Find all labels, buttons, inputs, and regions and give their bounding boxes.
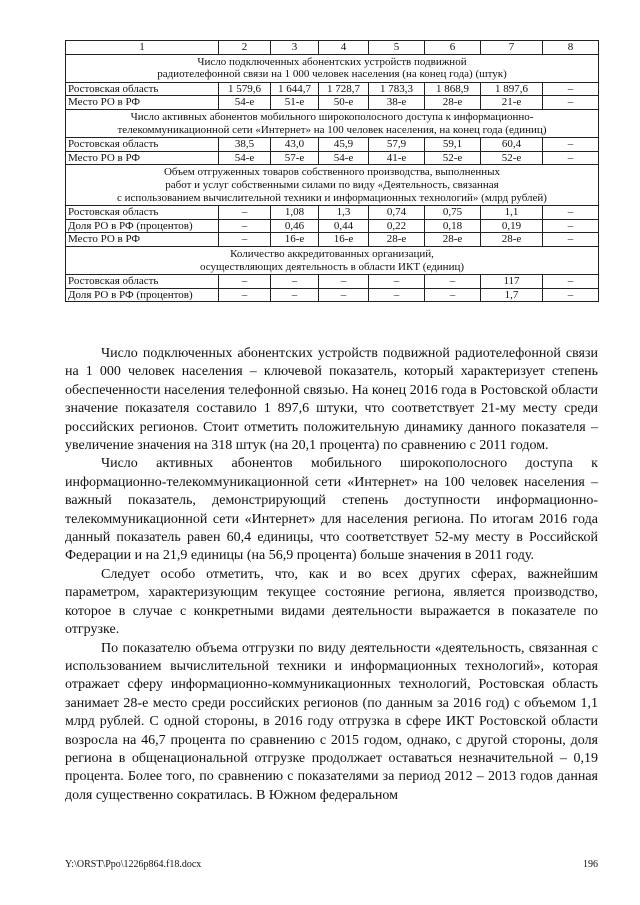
table-cell: 1,1 bbox=[481, 206, 543, 220]
table-cell: – bbox=[543, 219, 599, 233]
column-header: 1 bbox=[66, 41, 219, 55]
column-header: 4 bbox=[319, 41, 369, 55]
table-cell: 1 783,3 bbox=[369, 82, 425, 96]
table-cell: – bbox=[271, 288, 319, 302]
table-cell: – bbox=[543, 275, 599, 289]
body-text bbox=[65, 345, 598, 805]
table-cell: 1 728,7 bbox=[319, 82, 369, 96]
table-row bbox=[66, 82, 599, 96]
paragraph: Число подключенных абонентских устройств подвижной радиотелефонной связи на 1 000 человек населения – ключевой показатель, который характеризует степень обеспеченности населения телефонной связью. На конец 2016 года в Ростовской области значение показателя составило 1 897,6 штуки, что соответствует 21-му месту среди российских регионов. Стоит отметить положительную динамику данного показателя – увеличение значения на 318 штук (на 20,1 процента) по сравнению с 2011 годом. bbox=[65, 346, 598, 454]
section-title-line: с использованием вычислительной техники и информационных технологий» (млрд рублей) bbox=[117, 191, 547, 204]
table-cell: – bbox=[543, 96, 599, 110]
table-cell: 60,4 bbox=[481, 138, 543, 152]
table-cell: 0,46 bbox=[271, 219, 319, 233]
section-title-row bbox=[66, 246, 599, 274]
table-cell: 1,3 bbox=[319, 206, 369, 220]
table-cell: 16-е bbox=[319, 233, 369, 247]
section-title bbox=[66, 165, 599, 206]
table-cell: 28-е bbox=[481, 233, 543, 247]
table-cell: 57,9 bbox=[369, 138, 425, 152]
table-cell: 0,18 bbox=[425, 219, 481, 233]
table-cell: 59,1 bbox=[425, 138, 481, 152]
table-cell: 1 868,9 bbox=[425, 82, 481, 96]
table-cell: 0,19 bbox=[481, 219, 543, 233]
table-row bbox=[66, 206, 599, 220]
table-row bbox=[66, 138, 599, 152]
file-path: Y:\ORST\Ppo\1226p864.f18.docx bbox=[65, 859, 202, 870]
row-label: Ростовская область bbox=[66, 138, 219, 152]
section-title-line: Число активных абонентов мобильного широкополосного доступа к информационно- bbox=[130, 110, 534, 123]
table-cell: – bbox=[543, 138, 599, 152]
section-title bbox=[66, 109, 599, 137]
table-cell: 50-е bbox=[319, 96, 369, 110]
table-header-row bbox=[66, 41, 599, 55]
table-cell: 1,08 bbox=[271, 206, 319, 220]
table-cell: – bbox=[219, 288, 271, 302]
table-cell: 16-е bbox=[271, 233, 319, 247]
paragraph: Следует особо отметить, что, как и во всех других сферах, важнейшим параметром, характеризующим текущее состояние региона, является производство, которое в случае с конкретными видами деятельности выражается в показателе по отгрузке. bbox=[65, 566, 598, 638]
section-title-line: Объем отгруженных товаров собственного производства, выполненных bbox=[163, 166, 501, 179]
column-header: 3 bbox=[271, 41, 319, 55]
section-title bbox=[66, 54, 599, 82]
section-title-row bbox=[66, 109, 599, 137]
section-title-row bbox=[66, 54, 599, 82]
table-cell: 43,0 bbox=[271, 138, 319, 152]
table-cell: 54-е bbox=[319, 151, 369, 165]
table-cell: 28-е bbox=[369, 233, 425, 247]
table-cell: – bbox=[219, 219, 271, 233]
table-cell: 21-е bbox=[481, 96, 543, 110]
table-cell: 1 644,7 bbox=[271, 82, 319, 96]
section-title-line: радиотелефонной связи на 1 000 человек населения (на конец года) (штук) bbox=[157, 68, 507, 81]
table-row bbox=[66, 233, 599, 247]
table-row bbox=[66, 275, 599, 289]
table-cell: – bbox=[425, 275, 481, 289]
statistics-table bbox=[65, 40, 599, 302]
row-label: Ростовская область bbox=[66, 82, 219, 96]
table-row bbox=[66, 96, 599, 110]
table-cell: – bbox=[543, 82, 599, 96]
row-label: Место РО в РФ bbox=[66, 151, 219, 165]
table-cell: – bbox=[319, 275, 369, 289]
table-cell: – bbox=[543, 288, 599, 302]
page-footer bbox=[65, 858, 598, 872]
table-cell: – bbox=[369, 275, 425, 289]
table-cell: 1,7 bbox=[481, 288, 543, 302]
table-cell: 52-е bbox=[425, 151, 481, 165]
table-cell: – bbox=[543, 151, 599, 165]
table-cell: 52-е bbox=[481, 151, 543, 165]
table-cell: 41-е bbox=[369, 151, 425, 165]
paragraph: По показателю объема отгрузки по виду деятельности «деятельность, связанная с использованием вычислительной техники и информационных технологий», которая отражает сферу информационно-коммуникационных технологий, Ростовская область занимает 28-е место среди российских регионов (по данным за 2016 год) с объемом 1,1 млрд рублей. С одной стороны, в 2016 году отгрузка в сфере ИКТ Ростовской области возросла на 46,7 процента по сравнению с 2015 годом, однако, с другой стороны, доля региона в общенациональной отгрузке продолжает оставаться незначительной – 0,19 процента. Более того, по сравнению с показателями за период 2012 – 2013 годов данная доля существенно сократилась. В Южном федеральном bbox=[65, 640, 598, 803]
table-cell: 28-е bbox=[425, 233, 481, 247]
page-number: 196 bbox=[583, 859, 598, 870]
table-cell: – bbox=[319, 288, 369, 302]
table-cell: – bbox=[219, 206, 271, 220]
table-cell: – bbox=[219, 275, 271, 289]
table-row bbox=[66, 288, 599, 302]
table-cell: – bbox=[543, 233, 599, 247]
table-cell: 38,5 bbox=[219, 138, 271, 152]
table-cell: 1 579,6 bbox=[219, 82, 271, 96]
row-label: Ростовская область bbox=[66, 275, 219, 289]
paragraph: Число активных абонентов мобильного широкополосного доступа к информационно-телекоммуникационной сети «Интернет» на 100 человек населения – важный показатель, демонстрирующий степень доступности информационно-телекоммуникационной сети «Интернет» для населения региона. По итогам 2016 года данный показатель равен 60,4 единицы, что соответствует 52-му месту в Российской Федерации и на 21,9 единицы (на 56,9 процента) больше значения в 2011 году. bbox=[65, 456, 598, 564]
section-title-line: осуществляющих деятельность в области ИКТ (единиц) bbox=[199, 260, 465, 273]
column-header: 8 bbox=[543, 41, 599, 55]
table-cell: – bbox=[543, 206, 599, 220]
table-cell: 1 897,6 bbox=[481, 82, 543, 96]
table-row bbox=[66, 151, 599, 165]
row-label: Доля РО в РФ (процентов) bbox=[66, 288, 219, 302]
table-cell: 0,44 bbox=[319, 219, 369, 233]
table-cell: 54-е bbox=[219, 96, 271, 110]
table-cell: 57-е bbox=[271, 151, 319, 165]
row-label: Место РО в РФ bbox=[66, 233, 219, 247]
column-header: 7 bbox=[481, 41, 543, 55]
column-header: 5 bbox=[369, 41, 425, 55]
section-title-line: работ и услуг собственными силами по виду «Деятельность, связанная bbox=[165, 178, 499, 191]
table-cell: 117 bbox=[481, 275, 543, 289]
column-header: 2 bbox=[219, 41, 271, 55]
table-cell: 0,74 bbox=[369, 206, 425, 220]
table-cell: – bbox=[425, 288, 481, 302]
row-label: Место РО в РФ bbox=[66, 96, 219, 110]
section-title-line: Число подключенных абонентских устройств подвижной bbox=[197, 55, 467, 68]
section-title-line: Количество аккредитованных организаций, bbox=[230, 247, 434, 260]
section-title-row bbox=[66, 165, 599, 206]
section-title-line: телекоммуникационной сети «Интернет» на 100 человек населения, на конец года (единиц) bbox=[117, 123, 547, 136]
table-cell: 0,22 bbox=[369, 219, 425, 233]
table-cell: 51-е bbox=[271, 96, 319, 110]
table-cell: – bbox=[271, 275, 319, 289]
column-header: 6 bbox=[425, 41, 481, 55]
table-row bbox=[66, 219, 599, 233]
table-cell: 54-е bbox=[219, 151, 271, 165]
row-label: Ростовская область bbox=[66, 206, 219, 220]
table-cell: 28-е bbox=[425, 96, 481, 110]
table-cell: 0,75 bbox=[425, 206, 481, 220]
table-cell: – bbox=[369, 288, 425, 302]
section-title bbox=[66, 246, 599, 274]
table-cell: 38-е bbox=[369, 96, 425, 110]
table-cell: – bbox=[219, 233, 271, 247]
row-label: Доля РО в РФ (процентов) bbox=[66, 219, 219, 233]
table-cell: 45,9 bbox=[319, 138, 369, 152]
